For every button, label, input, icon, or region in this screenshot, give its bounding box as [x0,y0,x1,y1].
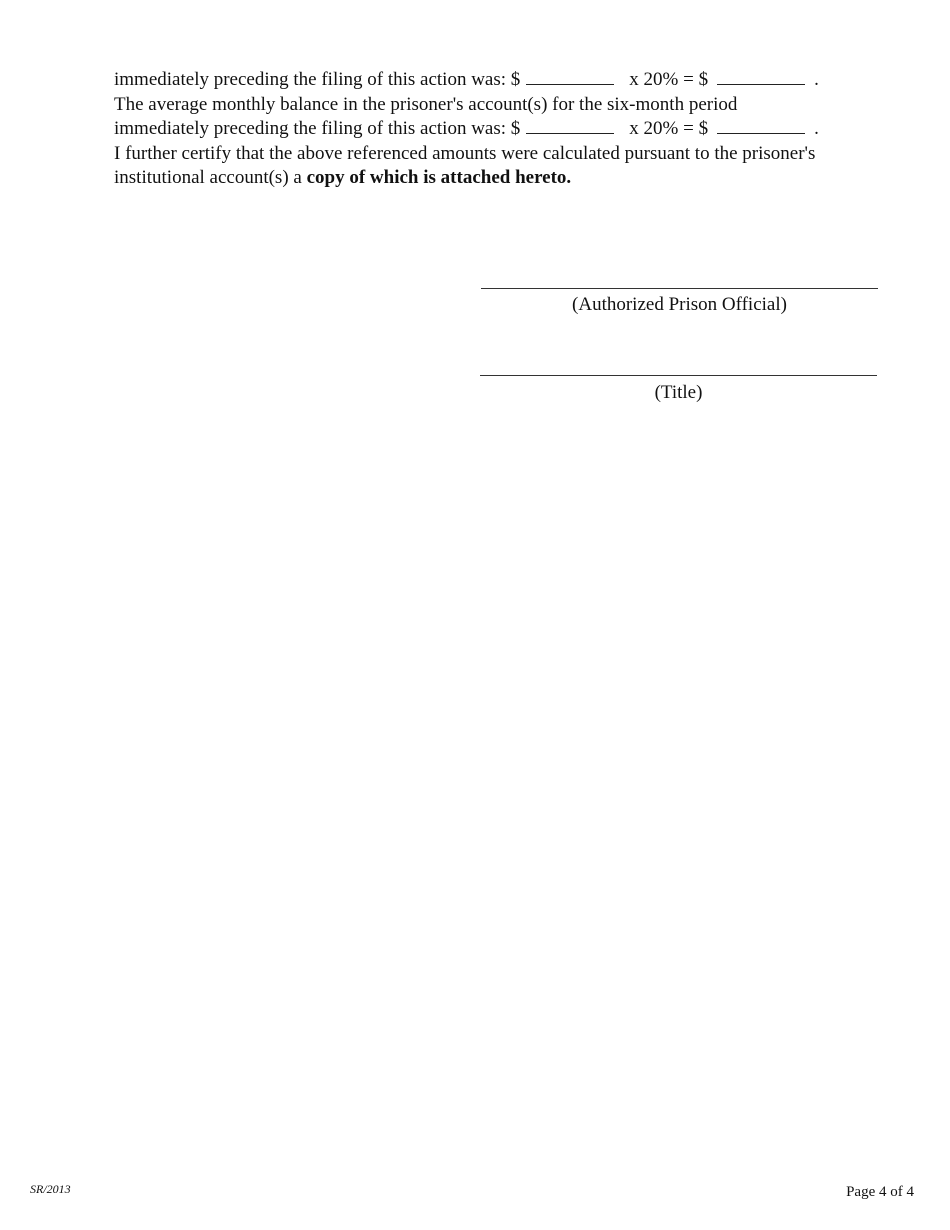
line5-text: institutional account(s) a [114,167,302,188]
line1-multiplier: x 20% = $ [629,69,709,90]
body-line-2 [114,93,904,118]
line3-text: immediately preceding the filing of this action was: $ [114,118,521,139]
line5-bold-text: copy of which is attached hereto. [306,167,572,188]
body-line-4 [114,142,904,167]
body-line-5 [114,166,904,191]
certification-text [114,68,904,191]
line2-text: The average monthly balance in the prisoner's account(s) for the six-month period [114,93,738,115]
official-label: (Authorized Prison Official) [572,294,787,315]
title-label: (Title) [654,382,703,403]
form-code: SR/2013 [30,1182,71,1196]
result-amount-blank-1[interactable] [717,69,805,85]
line3-multiplier: x 20% = $ [629,118,709,139]
line4-text: I further certify that the above referenced amounts were calculated pursuant to the prisoner's [114,142,816,164]
line1-end: . [814,69,819,90]
balance-amount-blank-2[interactable] [526,118,614,134]
body-line-1 [114,68,904,93]
line1-text: immediately preceding the filing of this action was: $ [114,69,521,90]
result-amount-blank-2[interactable] [717,118,805,134]
title-signature-line[interactable] [480,375,877,376]
official-signature-line[interactable] [481,288,878,289]
balance-amount-blank-1[interactable] [526,69,614,85]
body-line-3 [114,117,904,142]
line3-end: . [814,118,819,139]
page-number: Page 4 of 4 [846,1184,914,1200]
